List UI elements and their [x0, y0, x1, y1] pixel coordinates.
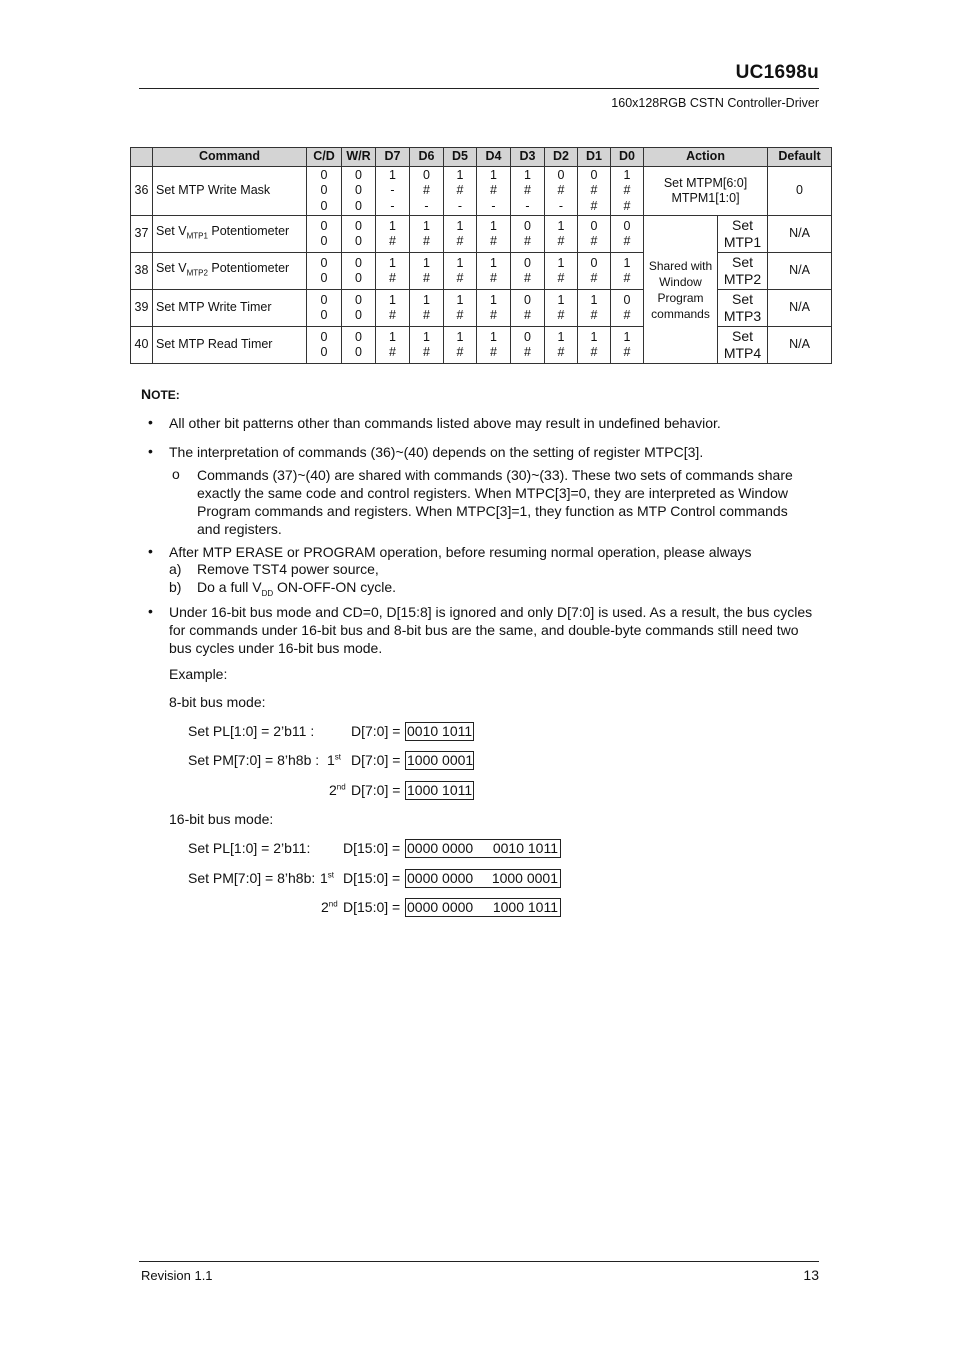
bit-cell: 1 #: [477, 253, 511, 290]
example-16bit-pm-label: Set PM[7:0] = 8’h8b:: [188, 870, 316, 886]
header-d6: D6: [410, 148, 444, 167]
bit-cell: 1 #: [611, 327, 644, 364]
example-8bit-pm-reg-1: D[7:0] =: [351, 752, 401, 768]
bit-cell: 0 0 0: [342, 167, 376, 216]
bit-cell: 1 #: [545, 253, 578, 290]
bullet-marker: •: [148, 414, 153, 430]
example-8bit-pl-label: Set PL[1:0] = 2’b11 :: [188, 723, 315, 739]
header-command: Command: [153, 148, 307, 167]
bit-cell: 0 # #: [578, 167, 611, 216]
bit-cell: 0 #: [511, 216, 545, 253]
bit-cell: 1 #: [545, 290, 578, 327]
bit-cell: 1 #: [477, 327, 511, 364]
revision-label: Revision 1.1: [141, 1268, 213, 1283]
command-name: Set MTP Write Mask: [153, 167, 307, 216]
command-name: Set MTP Read Timer: [153, 327, 307, 364]
example-heading: Example:: [169, 666, 228, 682]
bit-cell: 0 #: [611, 216, 644, 253]
sub-bullet-marker: o: [172, 466, 180, 482]
default-cell: N/A: [768, 216, 832, 253]
table-row: [131, 253, 832, 290]
command-number: 38: [131, 253, 153, 290]
bit-cell: 0 # -: [545, 167, 578, 216]
table-header-row: [131, 148, 832, 167]
example-8bit-pm-reg-2: D[7:0] =: [351, 782, 401, 798]
bit-cell: 0 #: [578, 253, 611, 290]
bit-cell: 1 #: [410, 290, 444, 327]
bit-cell: 1 #: [578, 327, 611, 364]
default-cell: 0: [768, 167, 832, 216]
bit-cell: 0 # -: [410, 167, 444, 216]
header-wr: W/R: [342, 148, 376, 167]
bullet-marker: •: [148, 603, 153, 619]
header-d5: D5: [444, 148, 477, 167]
example-8bit-pm-value-1: 1000 0001: [407, 752, 474, 768]
bit-cell: 1 # -: [477, 167, 511, 216]
example-16bit-pm-reg-2: D[15:0] =: [343, 899, 401, 915]
header-d4: D4: [477, 148, 511, 167]
bit-cell: 1 #: [611, 253, 644, 290]
command-number: 37: [131, 216, 153, 253]
command-name: Set $V_{MTP2}$ Potentiometer: [153, 253, 307, 290]
bit-cell: 1 #: [410, 216, 444, 253]
bit-cell: 1 # -: [444, 167, 477, 216]
action-cell: Set MTP3: [718, 290, 768, 327]
bit-cell: 1 #: [444, 216, 477, 253]
bit-cell: 0 0: [307, 290, 342, 327]
header-cd: C/D: [307, 148, 342, 167]
action-cell: Set MTPM[6:0] MTPM1[1:0]: [644, 167, 768, 216]
example-8bit-pl-reg: D[7:0] =: [351, 723, 401, 739]
header-d7: D7: [376, 148, 410, 167]
example-8bit-pm-order-2: 2nd: [329, 782, 346, 798]
header-default: Default: [768, 148, 832, 167]
bit-cell: 1 #: [410, 253, 444, 290]
bit-cell: 0 #: [611, 290, 644, 327]
note-bullet-1: All other bit patterns other than commands listed above may result in undefined behavior.: [169, 415, 721, 431]
bit-cell: 1 #: [376, 216, 410, 253]
header-action: Action: [644, 148, 768, 167]
default-cell: N/A: [768, 290, 832, 327]
example-16bit-pl-reg: D[15:0] =: [343, 840, 401, 856]
example-8bit-pm-label: Set PM[7:0] = 8’h8b :: [188, 752, 320, 768]
item-a-label: a): [169, 561, 182, 577]
example-16bit-pm-reg-1: D[15:0] =: [343, 870, 401, 886]
bit-cell: 0 0: [342, 327, 376, 364]
bit-cell: 1 #: [376, 327, 410, 364]
footer-rule: [139, 1261, 819, 1262]
header-d3: D3: [511, 148, 545, 167]
header-d2: D2: [545, 148, 578, 167]
note-heading: NOTE:: [141, 386, 180, 402]
example-8bit-pm-value-2: 1000 1011: [407, 782, 473, 798]
table-row: [131, 290, 832, 327]
bit-cell: 0 0: [307, 216, 342, 253]
item-b-label: b): [169, 579, 182, 595]
header-d0: D0: [611, 148, 644, 167]
item-a-text: Remove TST4 power source,: [197, 561, 379, 577]
bit-cell: 1 #: [410, 327, 444, 364]
example-8bit-pm-order-1: 1st: [327, 752, 342, 768]
shared-commands-note: Shared with Window Program commands: [644, 216, 718, 364]
action-cell: Set MTP4: [718, 327, 768, 364]
bit-cell: 1 #: [545, 327, 578, 364]
bit-cell: 0 #: [511, 327, 545, 364]
note-bullet-2: The interpretation of commands (36)~(40) depends on the setting of register MTPC[3].: [169, 444, 704, 460]
example-16bit-pm-order-1: 1st: [320, 870, 335, 886]
command-name: Set $V_{MTP1}$ Potentiometer: [153, 216, 307, 253]
bit-cell: 1 #: [545, 216, 578, 253]
bit-cell: 0 0: [342, 216, 376, 253]
bit-cell: 0 0: [342, 290, 376, 327]
bit-cell: 1 #: [376, 253, 410, 290]
bit-cell: 1 # #: [611, 167, 644, 216]
example-16bit-pm-order-2: 2nd: [321, 899, 338, 915]
bit-cell: 1 #: [444, 253, 477, 290]
bullet-marker: •: [148, 443, 153, 459]
bit-cell: 1 #: [477, 216, 511, 253]
bit-cell: 0 #: [511, 290, 545, 327]
header-d1: D1: [578, 148, 611, 167]
document-subtitle: 160x128RGB CSTN Controller-Driver: [611, 96, 819, 110]
command-number: 36: [131, 167, 153, 216]
default-cell: N/A: [768, 253, 832, 290]
note-bullet-3: After MTP ERASE or PROGRAM operation, before resuming normal operation, please always: [169, 544, 752, 560]
mode-16bit-heading: 16-bit bus mode:: [169, 811, 274, 827]
note-sub-bullet-1: Commands (37)~(40) are shared with commands (30)~(33). These two sets of commands share exactly the same code and control registers. When MTPC[3]=0, they are interpreted as Window Program commands and registers. When MTPC[3]=1, they function as MTP Control commands and registers.: [197, 467, 793, 537]
header-gap: [131, 148, 153, 167]
table-row: [131, 327, 832, 364]
example-8bit-pl-value: 0010 1011: [407, 723, 473, 739]
command-name: Set MTP Write Timer: [153, 290, 307, 327]
bit-cell: 1 #: [477, 290, 511, 327]
bit-cell: 0 0: [307, 327, 342, 364]
example-16bit-pm-value-1: 0000 0000 1000 0001: [405, 869, 561, 888]
bit-cell: 1 - -: [376, 167, 410, 216]
table-row: [131, 216, 832, 253]
command-table: [130, 147, 832, 364]
example-16bit-pm-value-2: 0000 0000 1000 1011: [405, 898, 561, 917]
bit-cell: 0 0: [307, 253, 342, 290]
header-rule: [139, 88, 819, 89]
page-number: 13: [803, 1267, 819, 1283]
bullet-marker: •: [148, 543, 153, 559]
bit-cell: 0 0 0: [307, 167, 342, 216]
bit-cell: 1 #: [376, 290, 410, 327]
bit-cell: 1 # -: [511, 167, 545, 216]
command-number: 40: [131, 327, 153, 364]
example-16bit-pl-value: 0000 0000 0010 1011: [405, 839, 561, 858]
bit-cell: 0 #: [578, 216, 611, 253]
action-cell: Set MTP2: [718, 253, 768, 290]
document-title: UC1698u: [735, 62, 819, 83]
bit-cell: 1 #: [444, 327, 477, 364]
note-bullet-4: Under 16-bit bus mode and CD=0, D[15:8] is ignored and only D[7:0] is used. As a result, the bus cycles for commands under 16-bit bus and 8-bit bus are the same, and double-byte commands still need two bus cycles under 16-bit bus mode.: [169, 604, 813, 656]
item-b-text: Do a full $V_{DD}$ ON-OFF-ON cycle.: [197, 579, 397, 598]
bit-cell: 1 #: [578, 290, 611, 327]
bit-cell: 0 0: [342, 253, 376, 290]
bit-cell: 1 #: [444, 290, 477, 327]
mode-8bit-heading: 8-bit bus mode:: [169, 694, 266, 710]
command-number: 39: [131, 290, 153, 327]
action-cell: Set MTP1: [718, 216, 768, 253]
table-row: [131, 167, 832, 216]
bit-cell: 0 #: [511, 253, 545, 290]
default-cell: N/A: [768, 327, 832, 364]
example-16bit-pl-label: Set PL[1:0] = 2’b11:: [188, 840, 311, 856]
